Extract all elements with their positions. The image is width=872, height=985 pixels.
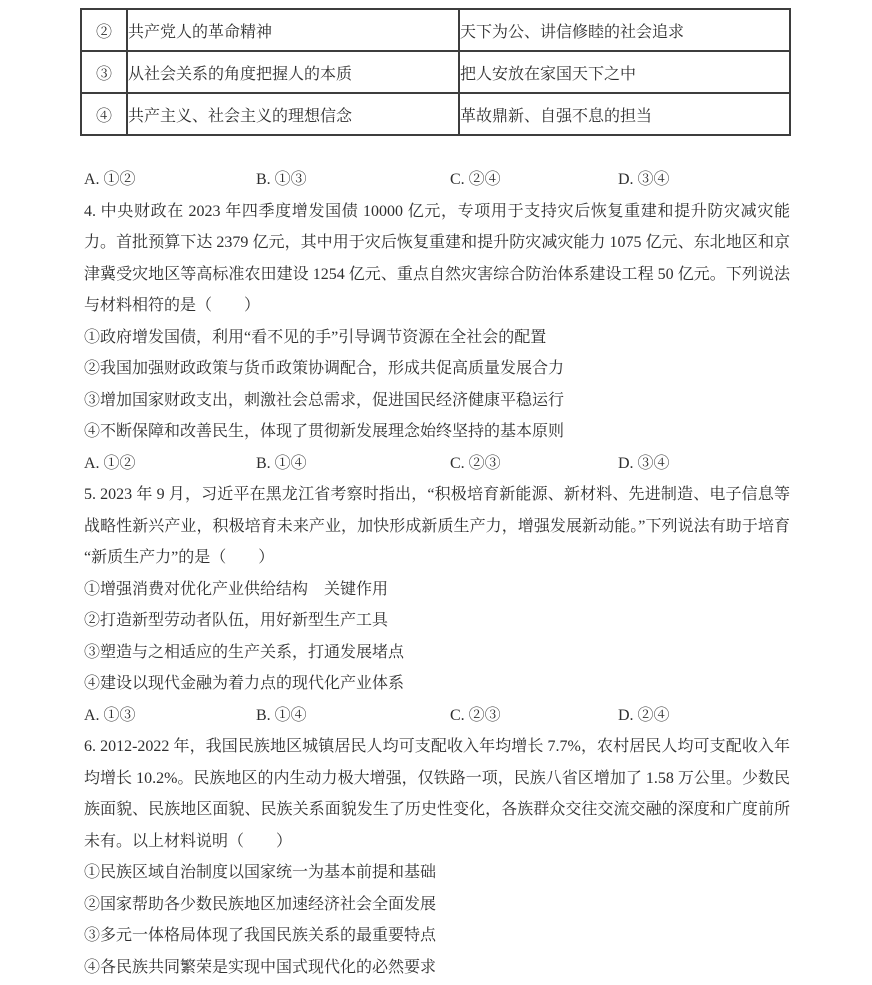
row-right-cell: 革故鼎新、自强不息的担当 (459, 93, 790, 135)
option-a: A. ①② (84, 171, 136, 188)
row-left-cell: 共产党人的革命精神 (127, 9, 459, 51)
option-d: D. ②④ (618, 706, 670, 724)
question-5-options-row (84, 700, 790, 732)
row-number-cell: ③ (81, 51, 127, 93)
question-4-item-3: ③增加国家财政支出，刺激社会总需求，促进国民经济健康平稳运行 (84, 391, 565, 409)
row-left-cell: 从社会关系的角度把握人的本质 (127, 51, 459, 93)
question-4-item-4: ④不断保障和改善民生，体现了贯彻新发展理念始终坚持的基本原则 (84, 423, 565, 440)
question-4-item-1: ①政府增发国债，利用“看不见的手”引导调节资源在全社会的配置 (84, 328, 547, 346)
option-c: C. ②④ (450, 171, 501, 188)
option-a: A. ①③ (84, 706, 136, 724)
option-d: D. ③④ (618, 454, 670, 472)
question-5-item-4: ④建设以现代金融为着力点的现代化产业体系 (84, 675, 405, 692)
question-4-options-row (84, 448, 790, 480)
question-6-item-3: ③多元一体格局体现了我国民族关系的最重要特点 (84, 927, 437, 944)
table-row (81, 51, 790, 93)
option-c: C. ②③ (450, 706, 501, 724)
matching-table (80, 8, 791, 136)
option-b: B. ①③ (256, 171, 307, 188)
option-b: B. ①④ (256, 454, 307, 472)
row-left-cell: 共产主义、社会主义的理想信念 (127, 93, 459, 135)
question-4-item-2: ②我国加强财政政策与货币政策协调配合，形成共促高质量发展合力 (84, 360, 565, 377)
question-5-item-2: ②打造新型劳动者队伍，用好新型生产工具 (84, 612, 389, 629)
question-5-item-1: ①增强消费对优化产业供给结构 关键作用 (84, 580, 389, 598)
row-right-cell: 天下为公、讲信修睦的社会追求 (459, 9, 790, 51)
question-6-item-1: ①民族区域自治制度以国家统一为基本前提和基础 (84, 864, 437, 881)
row-right-cell: 把人安放在家国天下之中 (459, 51, 790, 93)
question-5-item-3: ③塑造与之相适应的生产关系，打通发展堵点 (84, 643, 405, 661)
option-b: B. ①④ (256, 706, 307, 724)
question-6-stem: 6. 2012-2022 年，我国民族地区城镇居民人均可支配收入年均增长 7.7%，农村居民人均可支配收入年均增长 10.2%。民族地区的内生动力极大增强，仅铁路一项，民族八省区增加了 1.58 万公里。少数民族面貌、民族地区面貌、民族关系面貌发生了历史性变化，各族群众交往交流交融的深度和广度前所未有。以上材料说明（ ） (84, 738, 790, 850)
option-a: A. ①② (84, 454, 136, 472)
option-c: C. ②③ (450, 454, 501, 472)
table-row (81, 9, 790, 51)
question-4-stem: 4. 中央财政在 2023 年四季度增发国债 10000 亿元，专项用于支持灾后恢复重建和提升防灾减灾能力。首批预算下达 2379 亿元，其中用于灾后恢复重建和提升防灾减灾能力 1075 亿元、东北地区和京津冀受灾地区等高标准农田建设 1254 亿元、重点自然灾害综合防治体系建设工程 50 亿元。下列说法与材料相符的是（ ） (84, 202, 790, 314)
question-5-stem: 5. 2023 年 9 月，习近平在黑龙江省考察时指出，“积极培育新能源、新材料、先进制造、电子信息等战略性新兴产业，积极培育未来产业，加快形成新质生产力，增强发展新动能。”下列说法有助于培育“新质生产力”的是（ ） (84, 486, 790, 566)
question-6-item-2: ②国家帮助各少数民族地区加速经济社会全面发展 (84, 895, 437, 913)
question-6-item-4: ④各民族共同繁荣是实现中国式现代化的必然要求 (84, 958, 437, 976)
row-number-cell: ② (81, 9, 127, 51)
option-d: D. ③④ (618, 171, 670, 188)
table-row (81, 93, 790, 135)
table-question-options-row (84, 164, 790, 196)
row-number-cell: ④ (81, 93, 127, 135)
spacer (84, 136, 790, 164)
